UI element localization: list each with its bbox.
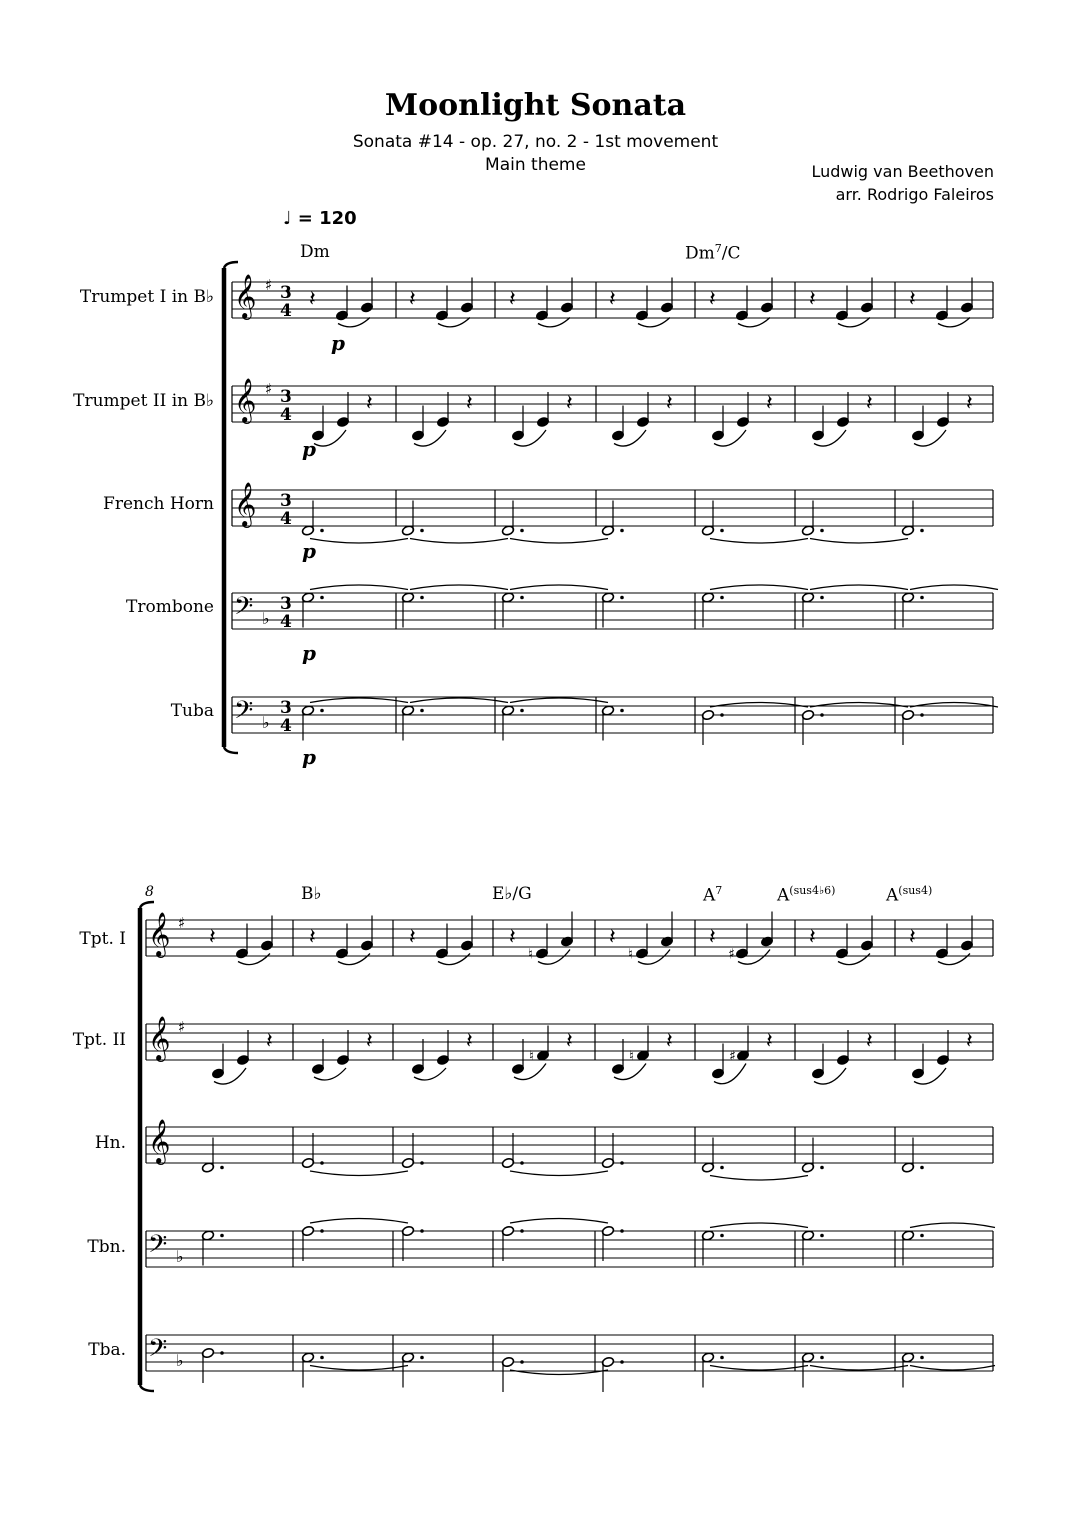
quarter-rest-icon: 𝄽 bbox=[466, 1029, 473, 1054]
dot bbox=[220, 1351, 224, 1355]
slur bbox=[910, 1366, 995, 1371]
system-bracket bbox=[140, 902, 154, 908]
time-signature: 3 bbox=[280, 594, 292, 614]
dot bbox=[720, 1166, 724, 1170]
treble-clef-icon: 𝄞 bbox=[234, 274, 257, 318]
treble-clef-icon: 𝄞 bbox=[148, 1119, 171, 1163]
arranger: arr. Rodrigo Faleiros bbox=[835, 185, 994, 204]
quarter-rest-icon: 𝄽 bbox=[209, 925, 216, 950]
score-title: Moonlight Sonata bbox=[384, 88, 687, 123]
quarter-rest-icon: 𝄽 bbox=[609, 287, 616, 312]
bass-clef-icon: 𝄢 bbox=[234, 696, 254, 731]
slur bbox=[710, 585, 808, 590]
dot bbox=[320, 596, 324, 600]
dynamic-piano: p bbox=[302, 745, 316, 769]
dot bbox=[920, 596, 924, 600]
slur bbox=[810, 1366, 908, 1371]
chord-symbol: E♭/G bbox=[492, 884, 532, 904]
flat-key-icon: ♭ bbox=[262, 609, 270, 628]
quarter-rest-icon: 𝄽 bbox=[666, 1029, 673, 1054]
quarter-rest-icon: 𝄽 bbox=[766, 391, 773, 416]
quarter-rest-icon: 𝄽 bbox=[566, 1029, 573, 1054]
dynamic-piano: p bbox=[331, 331, 345, 355]
slur bbox=[410, 585, 508, 590]
natural-icon: ♮ bbox=[628, 946, 634, 963]
dot bbox=[820, 1166, 824, 1170]
quarter-rest-icon: 𝄽 bbox=[366, 391, 373, 416]
bass-clef-icon: 𝄢 bbox=[148, 1334, 168, 1369]
dot bbox=[320, 709, 324, 713]
quarter-rest-icon: 𝄽 bbox=[409, 287, 416, 312]
quarter-rest-icon: 𝄽 bbox=[266, 1029, 273, 1054]
dot bbox=[220, 1234, 224, 1238]
quarter-rest-icon: 𝄽 bbox=[966, 1029, 973, 1054]
dot bbox=[620, 1360, 624, 1364]
time-signature: 3 bbox=[280, 387, 292, 407]
slur bbox=[910, 585, 998, 590]
dot bbox=[720, 529, 724, 533]
flat-key-icon: ♭ bbox=[176, 1351, 184, 1370]
instrument-name: Tpt. I bbox=[79, 929, 126, 949]
flat-key-icon: ♭ bbox=[176, 1247, 184, 1266]
dot bbox=[720, 713, 724, 717]
slur bbox=[510, 539, 608, 544]
quarter-rest-icon: 𝄽 bbox=[709, 925, 716, 950]
slur bbox=[510, 698, 608, 703]
dot bbox=[220, 1166, 224, 1170]
instrument-name: Trumpet I in B♭ bbox=[79, 287, 214, 307]
slur bbox=[710, 539, 808, 544]
dot bbox=[320, 1161, 324, 1165]
slur bbox=[710, 1366, 808, 1371]
dot bbox=[820, 529, 824, 533]
dot bbox=[920, 1356, 924, 1360]
sharp-key-icon: ♯ bbox=[178, 914, 186, 932]
slur bbox=[510, 585, 608, 590]
quarter-rest-icon: 𝄽 bbox=[509, 925, 516, 950]
time-signature: 4 bbox=[280, 612, 292, 632]
time-signature: 4 bbox=[280, 716, 292, 736]
slur bbox=[310, 585, 408, 590]
flat-key-icon: ♭ bbox=[262, 713, 270, 732]
quarter-rest-icon: 𝄽 bbox=[809, 925, 816, 950]
dot bbox=[420, 709, 424, 713]
dot bbox=[720, 596, 724, 600]
score-subtitle: Sonata #14 - op. 27, no. 2 - 1st movement bbox=[352, 132, 719, 152]
score-subtitle-2: Main theme bbox=[485, 155, 586, 175]
natural-icon: ♮ bbox=[529, 1048, 535, 1065]
sharp-icon: ♯ bbox=[728, 946, 735, 963]
dot bbox=[920, 1234, 924, 1238]
instrument-name: Hn. bbox=[94, 1133, 126, 1153]
quarter-rest-icon: 𝄽 bbox=[966, 391, 973, 416]
treble-clef-icon: 𝄞 bbox=[234, 378, 257, 422]
instrument-name: Tpt. II bbox=[72, 1030, 126, 1050]
dot bbox=[620, 1229, 624, 1233]
slur bbox=[310, 539, 408, 544]
quarter-rest-icon: 𝄽 bbox=[309, 925, 316, 950]
dot bbox=[720, 1234, 724, 1238]
natural-icon: ♮ bbox=[528, 946, 534, 963]
quarter-rest-icon: 𝄽 bbox=[766, 1029, 773, 1054]
dot bbox=[320, 1229, 324, 1233]
treble-clef-icon: 𝄞 bbox=[148, 1016, 171, 1060]
quarter-note-icon: ♩ bbox=[283, 208, 292, 229]
slur bbox=[810, 585, 908, 590]
quarter-rest-icon: 𝄽 bbox=[609, 925, 616, 950]
dot bbox=[920, 1166, 924, 1170]
dot bbox=[620, 709, 624, 713]
dot bbox=[820, 1356, 824, 1360]
sharp-key-icon: ♯ bbox=[265, 276, 273, 294]
sharp-key-icon: ♯ bbox=[265, 380, 273, 398]
instrument-name: Trumpet II in B♭ bbox=[73, 391, 214, 411]
system-bracket bbox=[140, 1385, 154, 1391]
chord-symbol: B♭ bbox=[301, 884, 322, 904]
tempo-value: = 120 bbox=[297, 208, 357, 229]
slur bbox=[510, 1171, 608, 1176]
quarter-rest-icon: 𝄽 bbox=[909, 925, 916, 950]
dot bbox=[820, 596, 824, 600]
dot bbox=[520, 709, 524, 713]
quarter-rest-icon: 𝄽 bbox=[366, 1029, 373, 1054]
chord-symbol: $A^7$ bbox=[703, 884, 723, 906]
dot bbox=[420, 596, 424, 600]
quarter-rest-icon: 𝄽 bbox=[709, 287, 716, 312]
treble-clef-icon: 𝄞 bbox=[234, 482, 257, 526]
dot bbox=[520, 1360, 524, 1364]
dot bbox=[520, 596, 524, 600]
instrument-name: Tuba bbox=[170, 701, 214, 721]
treble-clef-icon: 𝄞 bbox=[148, 912, 171, 956]
dynamic-piano: p bbox=[302, 539, 316, 563]
dot bbox=[720, 1356, 724, 1360]
dot bbox=[920, 529, 924, 533]
chord-symbol: Dm$^7$/C bbox=[685, 242, 741, 264]
dot bbox=[820, 713, 824, 717]
dot bbox=[620, 529, 624, 533]
slur bbox=[310, 1171, 408, 1176]
dot bbox=[420, 529, 424, 533]
dot bbox=[520, 1161, 524, 1165]
chord-symbol: $A^{(sus4)}$ bbox=[886, 884, 933, 906]
slur bbox=[410, 698, 508, 703]
quarter-rest-icon: 𝄽 bbox=[509, 287, 516, 312]
instrument-name: Tbn. bbox=[87, 1237, 126, 1257]
composer: Ludwig van Beethoven bbox=[811, 162, 994, 181]
slur bbox=[810, 539, 908, 544]
quarter-rest-icon: 𝄽 bbox=[566, 391, 573, 416]
slur bbox=[910, 1223, 995, 1228]
dot bbox=[620, 1161, 624, 1165]
sharp-icon: ♯ bbox=[729, 1048, 736, 1065]
dynamic-piano: p bbox=[302, 641, 316, 665]
dot bbox=[420, 1161, 424, 1165]
dot bbox=[320, 529, 324, 533]
instrument-name: Tba. bbox=[88, 1340, 126, 1360]
quarter-rest-icon: 𝄽 bbox=[466, 391, 473, 416]
chord-symbol: Dm bbox=[300, 242, 330, 262]
quarter-rest-icon: 𝄽 bbox=[666, 391, 673, 416]
bar-number: 8 bbox=[145, 884, 154, 900]
slur bbox=[510, 1219, 608, 1224]
quarter-rest-icon: 𝄽 bbox=[909, 287, 916, 312]
quarter-rest-icon: 𝄽 bbox=[809, 287, 816, 312]
instrument-name: Trombone bbox=[126, 597, 214, 617]
quarter-rest-icon: 𝄽 bbox=[866, 391, 873, 416]
slur bbox=[310, 698, 408, 703]
time-signature: 4 bbox=[280, 405, 292, 425]
slur bbox=[310, 1219, 408, 1224]
system-bracket bbox=[224, 262, 238, 268]
time-signature: 3 bbox=[280, 491, 292, 511]
dynamic-piano: p bbox=[302, 437, 316, 461]
chord-symbol: $A^{(sus4♭6)}$ bbox=[777, 884, 836, 906]
dot bbox=[420, 1229, 424, 1233]
instrument-name: French Horn bbox=[103, 494, 214, 514]
time-signature: 4 bbox=[280, 301, 292, 321]
dot bbox=[920, 713, 924, 717]
dot bbox=[520, 529, 524, 533]
quarter-rest-icon: 𝄽 bbox=[309, 287, 316, 312]
time-signature: 3 bbox=[280, 698, 292, 718]
dot bbox=[820, 1234, 824, 1238]
slur bbox=[710, 1223, 808, 1228]
slur bbox=[410, 539, 508, 544]
bass-clef-icon: 𝄢 bbox=[234, 592, 254, 627]
slur bbox=[710, 1176, 808, 1181]
dot bbox=[620, 596, 624, 600]
dot bbox=[320, 1356, 324, 1360]
dot bbox=[420, 1356, 424, 1360]
dot bbox=[520, 1229, 524, 1233]
quarter-rest-icon: 𝄽 bbox=[866, 1029, 873, 1054]
system-bracket bbox=[224, 747, 238, 753]
time-signature: 4 bbox=[280, 509, 292, 529]
quarter-rest-icon: 𝄽 bbox=[409, 925, 416, 950]
sharp-key-icon: ♯ bbox=[178, 1018, 186, 1036]
time-signature: 3 bbox=[280, 283, 292, 303]
natural-icon: ♮ bbox=[629, 1048, 635, 1065]
bass-clef-icon: 𝄢 bbox=[148, 1230, 168, 1265]
